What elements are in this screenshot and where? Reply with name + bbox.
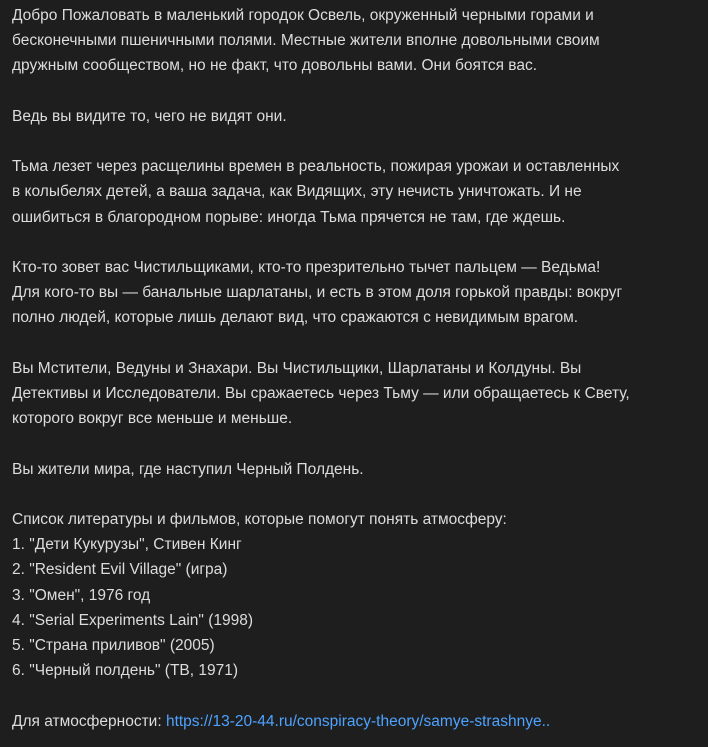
darkness-paragraph bbox=[12, 154, 696, 230]
reference-item: 4. "Serial Experiments Lain" (1998) bbox=[12, 611, 254, 629]
reference-item: 3. "Омен", 1976 год bbox=[12, 586, 151, 604]
reference-item: 6. "Черный полдень" (ТВ, 1971) bbox=[12, 662, 239, 680]
names-line: полно людей, которые лишь делают вид, что сражаются с невидимым врагом. bbox=[12, 309, 579, 327]
atmosphere-line bbox=[12, 709, 696, 734]
references-list bbox=[12, 532, 696, 683]
seeing-paragraph bbox=[12, 104, 696, 129]
names-paragraph bbox=[12, 255, 696, 331]
roles-paragraph bbox=[12, 356, 696, 432]
seeing-line: Ведь вы видите то, чего не видят они. bbox=[12, 107, 287, 125]
intro-line: Добро Пожаловать в маленький городок Освель, окруженный черными горами и bbox=[12, 7, 594, 24]
intro-line: бесконечными пшеничными полями. Местные жители вполне довольными своим bbox=[12, 32, 600, 50]
darkness-line: ошибиться в благородном порыве: иногда Тьма прячется не там, где ждешь. bbox=[12, 208, 566, 226]
world-line: Вы жители мира, где наступил Черный Полдень. bbox=[12, 460, 364, 478]
roles-line: Вы Мстители, Ведуны и Знахари. Вы Чистильщики, Шарлатаны и Колдуны. Вы bbox=[12, 359, 582, 377]
roles-line: Детективы и Исследователи. Вы сражаетесь через Тьму — или обращаетесь к Свету, bbox=[12, 384, 630, 402]
names-line: Кто-то зовет вас Чистильщиками, кто-то презрительно тычет пальцем — Ведьма! bbox=[12, 258, 601, 276]
intro-paragraph bbox=[12, 3, 696, 79]
atmosphere-label: Для атмосферности: bbox=[12, 712, 166, 730]
darkness-line: в колыбелях детей, а ваша задача, как Видящих, эту нечисть уничтожать. И не bbox=[12, 183, 582, 201]
intro-line: дружным сообществом, но не факт, что довольны вами. Они боятся вас. bbox=[12, 57, 538, 75]
reference-item: 5. "Страна приливов" (2005) bbox=[12, 636, 215, 654]
world-paragraph bbox=[12, 457, 696, 482]
darkness-line: Тьма лезет через расщелины времен в реальность, пожирая урожаи и оставленных bbox=[12, 158, 620, 176]
reference-item: 2. "Resident Evil Village" (игра) bbox=[12, 561, 228, 579]
atmosphere-paragraph bbox=[12, 709, 696, 734]
roles-line: которого вокруг все меньше и меньше. bbox=[12, 410, 293, 428]
references-heading: Список литературы и фильмов, которые помогут понять атмосферу: bbox=[12, 510, 507, 528]
references-paragraph bbox=[12, 507, 696, 683]
reference-item: 1. "Дети Кукурузы", Стивен Кинг bbox=[12, 536, 242, 554]
names-line: Для кого-то вы — банальные шарлатаны, и есть в этом доля горькой правды: вокруг bbox=[12, 284, 623, 302]
atmosphere-link[interactable]: https://13-20-44.ru/conspiracy-theory/samye-strashnye.. bbox=[165, 712, 551, 730]
